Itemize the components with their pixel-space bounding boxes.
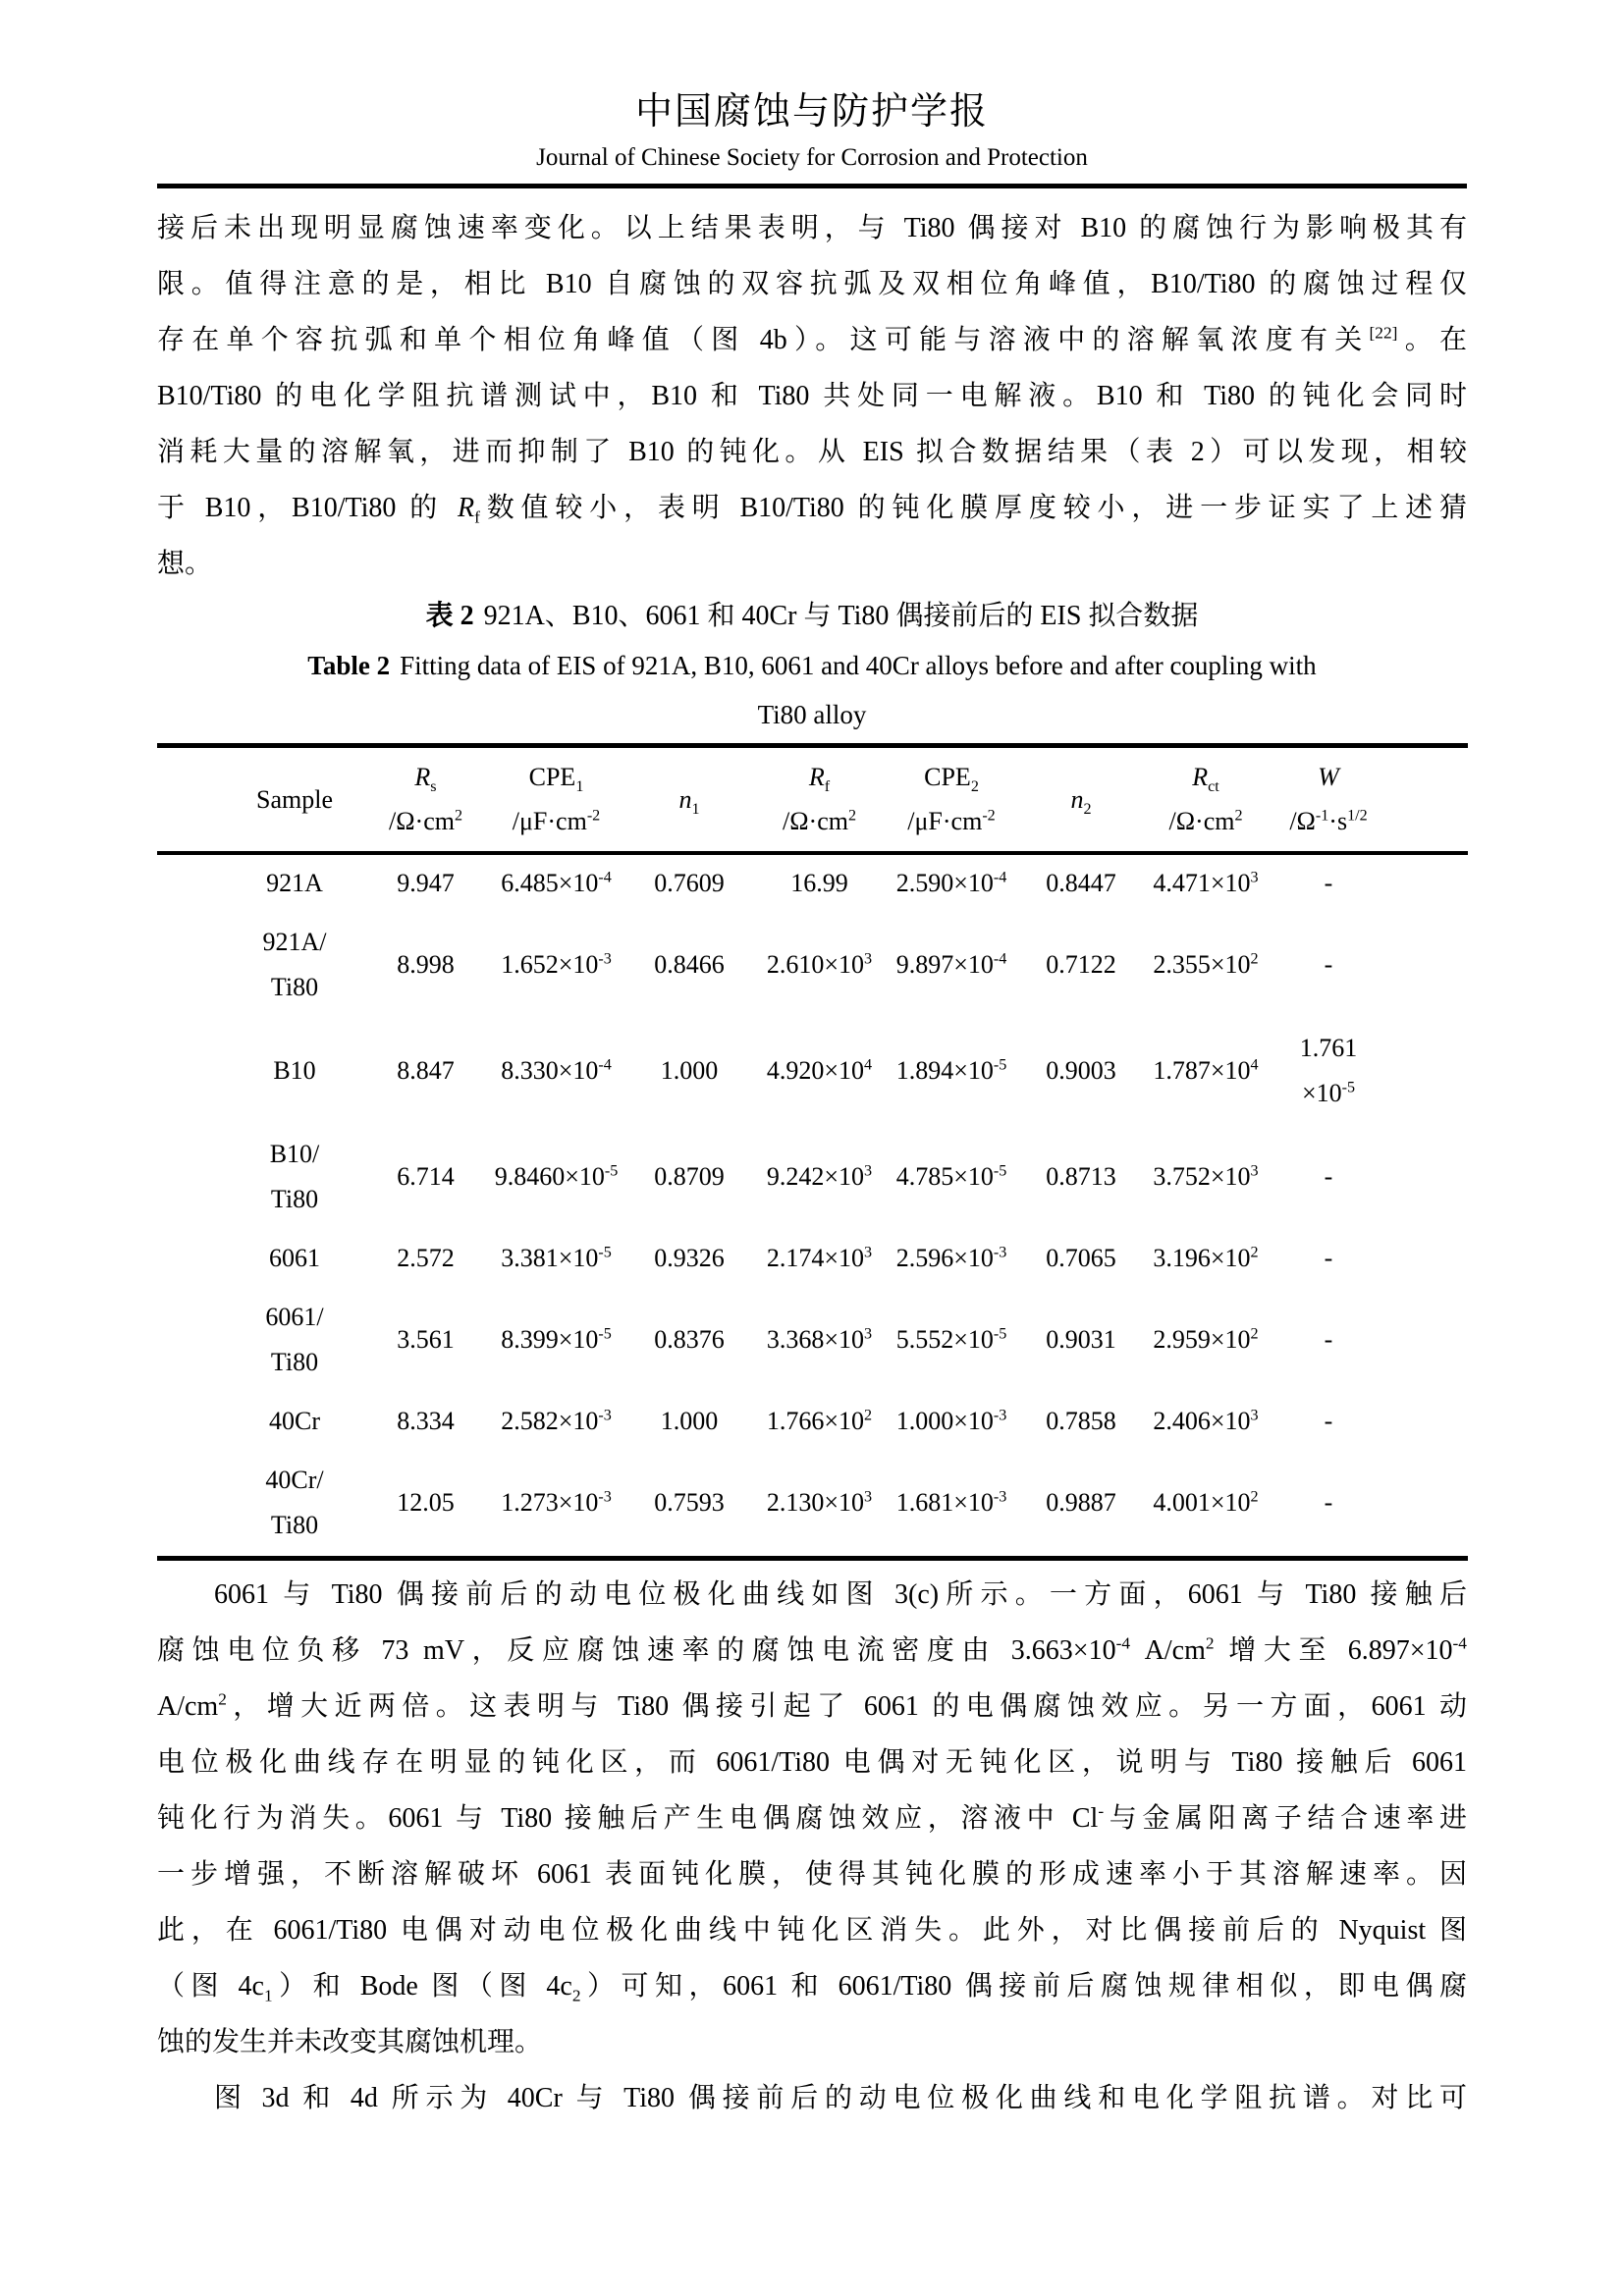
table-cell: 9.947: [397, 869, 455, 897]
column-header: [1018, 746, 1144, 854]
table-cell: $9.897\times 10^{-4}$: [895, 950, 1007, 979]
table-caption-en-line2: [157, 690, 1467, 739]
table-cell: 0.7593: [654, 1488, 725, 1517]
text-line: B10/Ti80 的电化学阻抗谱测试中，B10 和 Ti80 共处同一电解液。B10 和 Ti80 的钝化会同时: [157, 381, 1467, 411]
table-caption-en-line1: [157, 641, 1467, 690]
table-cell: $1.766\times 10^2$: [766, 1407, 873, 1435]
table-cell: [1268, 912, 1468, 1018]
cell-line: 1.761: [1299, 1034, 1358, 1062]
table-cell: $1.273\times 10^{-3}$: [501, 1488, 612, 1517]
table-cell: 0.8713: [1046, 1162, 1116, 1191]
table-row: [157, 853, 1468, 912]
header-unit: $/\Omega^{-1}\cdot s^{1/2}$: [1289, 807, 1368, 835]
table-cell: [157, 1287, 363, 1393]
table-row: [157, 1393, 1468, 1450]
cell-line: -: [1324, 1325, 1333, 1354]
table-cell: $4.920\times 10^4$: [766, 1056, 873, 1085]
text-line: 图 3d 和 4d 所示为 40Cr 与 Ti80 偶接前后的动电位极化曲线和电化学阻抗谱。对比可: [214, 2083, 1467, 2113]
cell-line: 921A: [266, 869, 323, 897]
cell-line: Ti80: [270, 973, 319, 1001]
cell-line: -: [1324, 1407, 1333, 1435]
cell-line: -: [1324, 869, 1333, 897]
header-unit: $/\Omega\cdot cm^2$: [388, 807, 463, 835]
table-cell: [1268, 1124, 1468, 1230]
table-cell: $8.399\times 10^{-5}$: [501, 1325, 612, 1354]
cell-line: B10/: [269, 1140, 320, 1168]
header-unit: $/\mu F\cdot cm^{-2}$: [907, 807, 996, 835]
text-line: 此，在 6061/Ti80 电偶对动电位极化曲线中钝化区消失。此外，对比偶接前后的 Nyquist 图: [157, 1915, 1467, 1946]
header-symbol: Sample: [256, 784, 333, 814]
table-cell: [157, 1230, 363, 1287]
cell-line: -: [1324, 1488, 1333, 1517]
table-cell: 8.847: [397, 1056, 455, 1085]
header-unit: $/\Omega\cdot cm^2$: [1168, 807, 1243, 835]
table-cell: 12.05: [397, 1488, 455, 1517]
paragraph-b10-discussion: [157, 200, 1467, 592]
header-unit: $/\Omega\cdot cm^2$: [782, 807, 857, 835]
table-cell: 1.000: [660, 1056, 719, 1085]
cell-line: Ti80: [270, 1348, 319, 1376]
text-line: 腐蚀电位负移 73 mV，反应腐蚀速率的腐蚀电流密度由 $3.663\times 10^{-4}$ $A/cm^2$ 增大至 $6.897\times 10^{-4}$: [157, 1633, 1467, 1666]
header-symbol: $CPE_2$: [924, 763, 979, 796]
table-cell: $9.8460\times 10^{-5}$: [494, 1162, 619, 1191]
table-cell: $2.590\times 10^{-4}$: [895, 869, 1007, 897]
header-symbol: $CPE_1$: [528, 763, 584, 796]
table-caption-zh-label: 表 2: [425, 601, 474, 631]
paragraph-6061-discussion: [157, 1567, 1467, 2070]
text-line: 钝化行为消失。6061 与 Ti80 接触后产生电偶腐蚀效应，溶液中 Cl-与金属阳离子结合速率进: [157, 1801, 1467, 1834]
table-caption-zh-text: 921A、B10、6061 和 40Cr 与 Ti80 偶接前后的 EIS 拟合数据: [483, 601, 1199, 631]
header-unit: $/\mu F\cdot cm^{-2}$: [512, 807, 601, 835]
column-header: [488, 746, 624, 854]
table-caption-en-label: Table 2: [307, 651, 391, 680]
text-line: 存在单个容抗弧和单个相位角峰值（图 4b）。这可能与溶液中的溶解氧浓度有关[22]。在: [157, 323, 1467, 355]
text-line: （图 $4c_1$）和 Bode 图（图 $4c_2$）可知，6061 和 6061/Ti80 偶接前后腐蚀规律相似，即电偶腐: [157, 1971, 1467, 2005]
header-symbol: $R_{ct}$: [1192, 763, 1219, 796]
table-cell: $3.368\times 10^3$: [766, 1325, 873, 1354]
cell-line: Ti80: [270, 1185, 319, 1213]
header-symbol: $R_f$: [808, 763, 831, 796]
table-cell: [1268, 1450, 1468, 1559]
table-cell: $9.242\times 10^3$: [766, 1162, 873, 1191]
table-cell: 0.8466: [654, 950, 725, 979]
text-line: 想。: [157, 549, 213, 579]
cell-line: B10: [273, 1056, 316, 1085]
cell-line: 921A/: [262, 928, 327, 956]
text-line: $A/cm^2$，增大近两倍。这表明与 Ti80 偶接引起了 6061 的电偶腐蚀效应。另一方面，6061 动: [157, 1689, 1467, 1722]
table-cell: $4.471\times 10^3$: [1153, 869, 1259, 897]
table-row: [157, 1287, 1468, 1393]
cell-line: -: [1324, 1162, 1333, 1191]
table-row: [157, 1230, 1468, 1287]
table-cell: 0.7122: [1046, 950, 1116, 979]
table-cell: 0.9887: [1046, 1488, 1116, 1517]
table-cell: 8.998: [397, 950, 455, 979]
table-cell: [157, 1393, 363, 1450]
cell-line: 40Cr: [269, 1407, 320, 1435]
table-cell: 0.9003: [1046, 1056, 1116, 1085]
table-caption-zh: [157, 592, 1467, 641]
table-cell: $1.787\times 10^4$: [1153, 1056, 1259, 1085]
table-caption-en-text2: Ti80 alloy: [757, 700, 867, 729]
table-cell: 0.7065: [1046, 1244, 1116, 1272]
table-cell: 0.9031: [1046, 1325, 1116, 1354]
table-cell: [157, 1124, 363, 1230]
table-cell: [1268, 1230, 1468, 1287]
table-cell: 0.7858: [1046, 1407, 1116, 1435]
table-cell: 0.8447: [1046, 869, 1116, 897]
table-cell: 0.8376: [654, 1325, 725, 1354]
eis-fitting-table: [157, 743, 1468, 1561]
column-header: [157, 746, 363, 854]
table-header-row: [157, 746, 1468, 854]
table-cell: 0.8709: [654, 1162, 725, 1191]
table-cell: [157, 853, 363, 912]
table-cell: 2.572: [397, 1244, 455, 1272]
text-line: 消耗大量的溶解氧，进而抑制了 B10 的钝化。从 EIS 拟合数据结果（表 2）可以发现，相较: [157, 437, 1467, 467]
table-cell: [157, 1018, 363, 1124]
table-cell: 0.9326: [654, 1244, 725, 1272]
text-line: 接后未出现明显腐蚀速率变化。以上结果表明，与 Ti80 偶接对 B10 的腐蚀行为影响极其有: [157, 213, 1467, 243]
header-symbol: $n_2$: [1070, 784, 1092, 818]
table-cell: $1.894\times 10^{-5}$: [895, 1056, 1007, 1085]
text-line: 于 B10，B10/Ti80 的 $R_f$数值较小，表明 B10/Ti80 的钝化膜厚度较小，进一步证实了上述猜: [157, 493, 1468, 527]
table-cell: [157, 1450, 363, 1559]
journal-title-en: Journal of Chinese Society for Corrosion and Protection: [536, 144, 1088, 171]
table-cell: 16.99: [790, 869, 848, 897]
table-cell: $2.174\times 10^3$: [766, 1244, 873, 1272]
text-line: 电位极化曲线存在明显的钝化区，而 6061/Ti80 电偶对无钝化区，说明与 Ti80 接触后 6061: [157, 1747, 1467, 1778]
cell-line: -: [1324, 1244, 1333, 1272]
table-cell: $8.330\times 10^{-4}$: [501, 1056, 612, 1085]
text-line: 6061 与 Ti80 偶接前后的动电位极化曲线如图 3(c)所示。一方面，6061 与 Ti80 接触后: [214, 1579, 1467, 1610]
table-cell: $5.552\times 10^{-5}$: [895, 1325, 1007, 1354]
table-cell: $2.959\times 10^2$: [1153, 1325, 1259, 1354]
table-row: [157, 1124, 1468, 1230]
table-cell: $2.596\times 10^{-3}$: [895, 1244, 1007, 1272]
text-line: 一步增强，不断溶解破坏 6061 表面钝化膜，使得其钝化膜的形成速率小于其溶解速率。因: [157, 1859, 1467, 1890]
journal-header: [157, 0, 1467, 188]
cell-line: 6061: [269, 1244, 320, 1272]
table-cell: 8.334: [397, 1407, 455, 1435]
text-line: 蚀的发生并未改变其腐蚀机理。: [157, 2027, 543, 2057]
table-cell: 6.714: [397, 1162, 455, 1191]
cell-line: 6061/: [265, 1303, 324, 1331]
header-rule: [157, 184, 1467, 188]
table-cell: [1268, 1393, 1468, 1450]
column-header: [363, 746, 488, 854]
table-cell: $6.485\times 10^{-4}$: [501, 869, 612, 897]
table-row: [157, 1450, 1468, 1559]
journal-title-zh: 中国腐蚀与防护学报: [634, 91, 989, 133]
cell-line: Ti80: [270, 1511, 319, 1539]
table-cell: $3.752\times 10^3$: [1153, 1162, 1259, 1191]
table-cell: $1.652\times 10^{-3}$: [501, 950, 612, 979]
table-cell: $4.001\times 10^2$: [1153, 1488, 1259, 1517]
table-cell: $2.406\times 10^3$: [1153, 1407, 1259, 1435]
cell-line: $\times 10^{-5}$: [1301, 1079, 1356, 1107]
header-symbol: W: [1318, 763, 1339, 791]
table-cell: 1.000: [660, 1407, 719, 1435]
table-cell: [1268, 1018, 1468, 1124]
table-cell: $3.381\times 10^{-5}$: [501, 1244, 612, 1272]
column-header: [885, 746, 1018, 854]
column-header: [1144, 746, 1268, 854]
paragraph-40cr-discussion: [157, 2070, 1467, 2126]
table-cell: $4.785\times 10^{-5}$: [895, 1162, 1007, 1191]
table-cell: $2.582\times 10^{-3}$: [501, 1407, 612, 1435]
column-header: [1268, 746, 1468, 854]
table-row: [157, 912, 1468, 1018]
table-cell: $1.681\times 10^{-3}$: [895, 1488, 1007, 1517]
table-cell: 0.7609: [654, 869, 725, 897]
header-symbol: $n_1$: [678, 784, 700, 818]
table-cell: $1.000\times 10^{-3}$: [895, 1407, 1007, 1435]
table-cell: $2.610\times 10^3$: [766, 950, 873, 979]
column-header: [624, 746, 754, 854]
cell-line: -: [1324, 950, 1333, 979]
header-symbol: $R_s$: [414, 763, 437, 796]
table-caption-en-text: Fitting data of EIS of 921A, B10, 6061 and 40Cr alloys before and after coupling with: [400, 651, 1317, 680]
table-cell: [1268, 853, 1468, 912]
table-cell: $2.355\times 10^2$: [1153, 950, 1259, 979]
table-cell: $2.130\times 10^3$: [766, 1488, 873, 1517]
table-cell: [1268, 1287, 1468, 1393]
table-cell: [157, 912, 363, 1018]
text-line: 限。值得注意的是，相比 B10 自腐蚀的双容抗弧及双相位角峰值，B10/Ti80 的腐蚀过程仅: [157, 269, 1467, 299]
column-header: [754, 746, 885, 854]
table-cell: $3.196\times 10^2$: [1153, 1244, 1259, 1272]
table-cell: 3.561: [397, 1325, 455, 1354]
cell-line: 40Cr/: [265, 1466, 324, 1494]
page-content: [157, 0, 1467, 2126]
table-row: [157, 1018, 1468, 1124]
